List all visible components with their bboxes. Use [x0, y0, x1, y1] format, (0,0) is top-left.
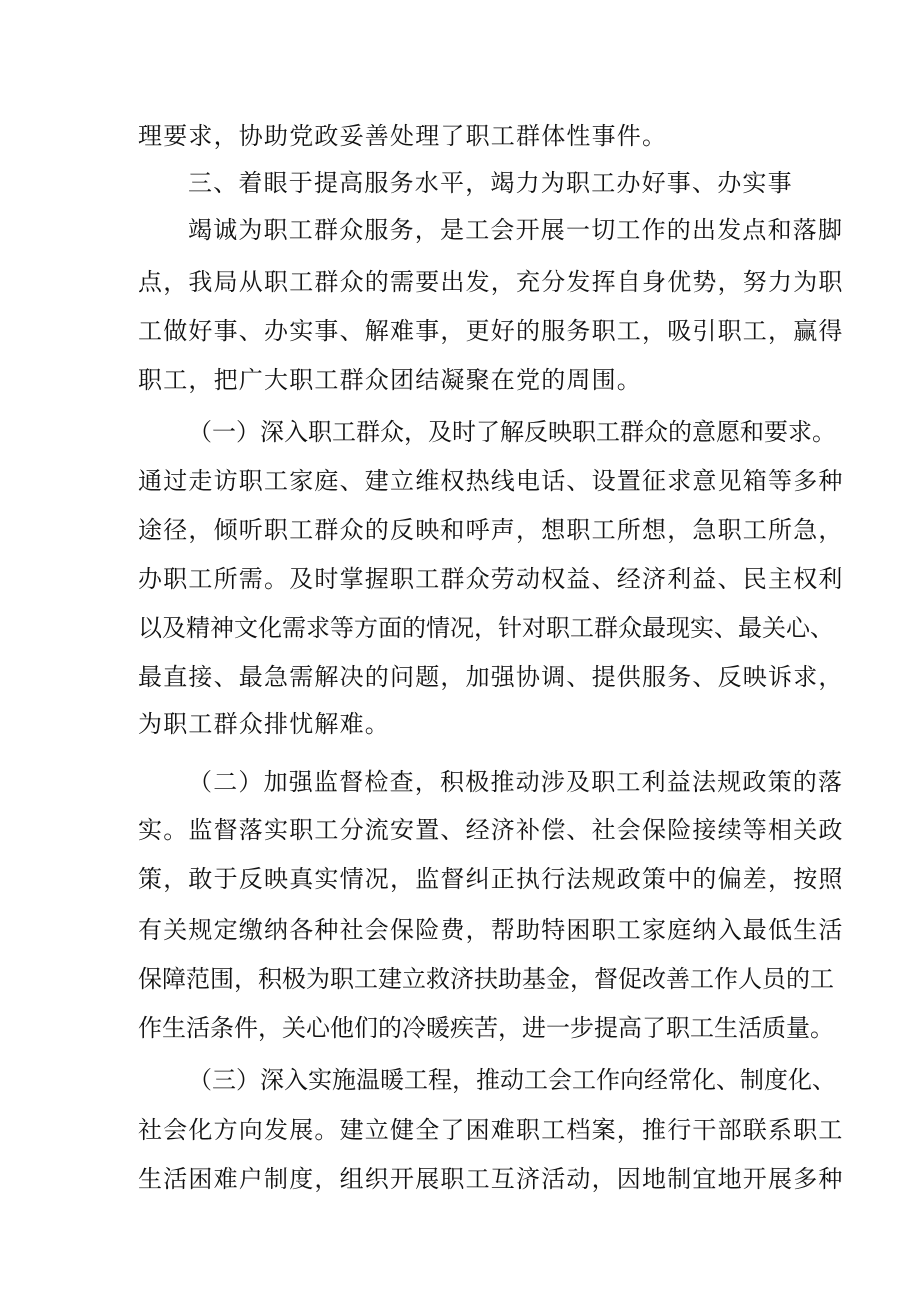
- subsection-heading: （三）深入实施温暖工程，推动工会工作向经常化、制度化、: [188, 1066, 836, 1094]
- text-line: 以及精神文化需求等方面的情况，针对职工群众最现实、最关心、: [138, 614, 834, 642]
- text-line: 竭诚为职工群众服务，是工会开展一切工作的出发点和落脚: [188, 216, 844, 244]
- text-line: 策，敢于反映真实情况，监督纠正执行法规政策中的偏差，按照: [138, 865, 844, 893]
- text-line: 点，我局从职工群众的需要出发，充分发挥自身优势，努力为职: [138, 268, 844, 296]
- text-line: 保障范围，积极为职工建立救济扶助基金，督促改善工作人员的工: [138, 965, 834, 993]
- text-line: 最直接、最急需解决的问题，加强协调、提供服务、反映诉求，: [138, 663, 844, 691]
- text-line: 办职工所需。及时掌握职工群众劳动权益、经济利益、民主权利: [138, 565, 844, 593]
- text-line: 工做好事、办实事、解难事，更好的服务职工，吸引职工，赢得: [138, 317, 844, 345]
- text-line: 有关规定缴纳各种社会保险费，帮助特困职工家庭纳入最低生活: [138, 916, 844, 944]
- text-line: 社会化方向发展。建立健全了困难职工档案，推行干部联系职工: [138, 1116, 844, 1144]
- subsection-heading: （二）加强监督检查，积极推动涉及职工利益法规政策的落: [188, 768, 844, 796]
- text-line: 为职工群众排忧解难。: [138, 710, 390, 738]
- section-heading: 三、着眼于提高服务水平，竭力为职工办好事、办实事: [188, 169, 793, 197]
- text-line: 生活困难户制度，组织开展职工互济活动，因地制宜地开展多种: [138, 1165, 844, 1193]
- subsection-heading: （一）深入职工群众，及时了解反映职工群众的意愿和要求。: [188, 418, 836, 446]
- text-line: 通过走访职工家庭、建立维权热线电话、设置征求意见箱等多种: [138, 467, 844, 495]
- text-line: 途径，倾听职工群众的反映和呼声，想职工所想，急职工所急，: [138, 516, 844, 544]
- text-line: 理要求，协助党政妥善处理了职工群体性事件。: [138, 122, 668, 150]
- text-line: 实。监督落实职工分流安置、经济补偿、社会保险接续等相关政: [138, 816, 844, 844]
- text-line: 职工，把广大职工群众团结凝聚在党的周围。: [138, 366, 642, 394]
- text-line: 作生活条件，关心他们的冷暖疾苦，进一步提高了职工生活质量。: [138, 1014, 834, 1042]
